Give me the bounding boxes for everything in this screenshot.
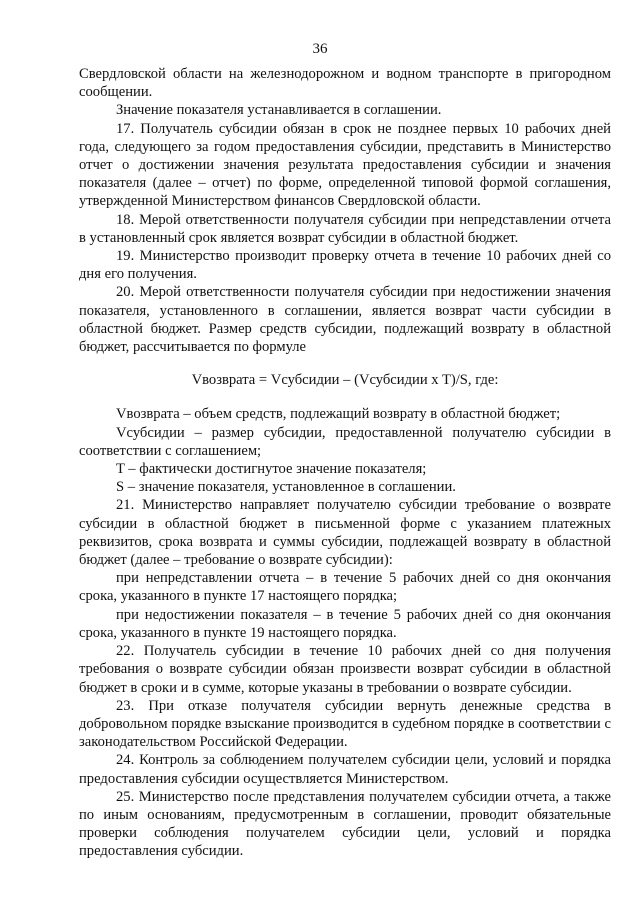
paragraph-22: 22. Получатель субсидии в течение 10 рабочих дней со дня получения требования о возврате субсидии обязан произвести возврат субсидии в областной бюджет в сроки и в сумме, которые указаны в требовании о возврате субсидии. [79,643,611,696]
document-body [79,65,611,861]
paragraph-23: 23. При отказе получателя субсидии вернуть денежные средства в добровольном порядке взыскание производится в судебном порядке в соответствии с законодательством Российской Федерации. [79,697,611,751]
paragraph-21: 21. Министерство направляет получателю субсидии требование о возврате субсидии в областной бюджет в письменной форме с указанием платежных реквизитов, срока возврата и суммы субсидии, подлежащей возврату в областной бюджет (далее – требование о возврате субсидии): [79,497,611,569]
paragraph-24: 24. Контроль за соблюдением получателем субсидии цели, условий и порядка предоставления субсидии осуществляется Министерством. [79,752,611,787]
paragraph-20: 20. Мерой ответственности получателя субсидии при недостижении значения показателя, установленного в соглашении, является возврат части субсидии в областной бюджет. Размер средств субсидии, подлежащий возврату в областной бюджет, рассчитывается по формуле [79,284,611,356]
paragraph-21-case-a: при непредставлении отчета – в течение 5 рабочих дней со дня окончания срока, указанного в пункте 17 настоящего порядка; [79,570,611,605]
page-number: 36 [312,41,328,57]
definition-t: T – фактически достигнутое значение показателя; [116,461,427,478]
paragraph-21-case-b: при недостижении показателя – в течение 5 рабочих дней со дня окончания срока, указанного в пункте 19 настоящего порядка. [79,606,611,641]
definition-v-subsidy: Vсубсидии – размер субсидии, предоставленной получателю субсидии в соответствии с соглашением; [79,424,611,459]
formula: Vвозврата = Vсубсидии – (Vсубсидии x T)/S, где: [191,372,499,389]
paragraph-17: 17. Получатель субсидии обязан в срок не позднее первых 10 рабочих дней года, следующего за годом предоставления субсидии, представить в Министерство отчет о достижении значения результата предоставления субсидии и значения показателя (далее – отчет) по форме, определенной типовой формой соглашения, утвержденной Министерством финансов Свердловской области. [79,120,611,210]
paragraph-18: 18. Мерой ответственности получателя субсидии при непредставлении отчета в установленный срок является возврат субсидии в областной бюджет. [79,211,611,246]
paragraph-19: 19. Министерство производит проверку отчета в течение 10 рабочих дней со дня его получения. [79,248,611,283]
definition-v-return: Vвозврата – объем средств, подлежащий возврату в областной бюджет; [116,406,561,423]
paragraph-continuation: Свердловской области на железнодорожном и водном транспорте в пригородном сообщении. [79,66,611,101]
paragraph-indicator-value: Значение показателя устанавливается в соглашении. [116,102,442,119]
definition-s: S – значение показателя, установленное в соглашении. [116,479,456,496]
paragraph-25: 25. Министерство после представления получателем субсидии отчета, а также по иным основаниям, предусмотренным в соглашении, проводит обязательные проверки соблюдения получателем субсидии цели, условий и порядка предоставления субсидии. [79,788,611,860]
